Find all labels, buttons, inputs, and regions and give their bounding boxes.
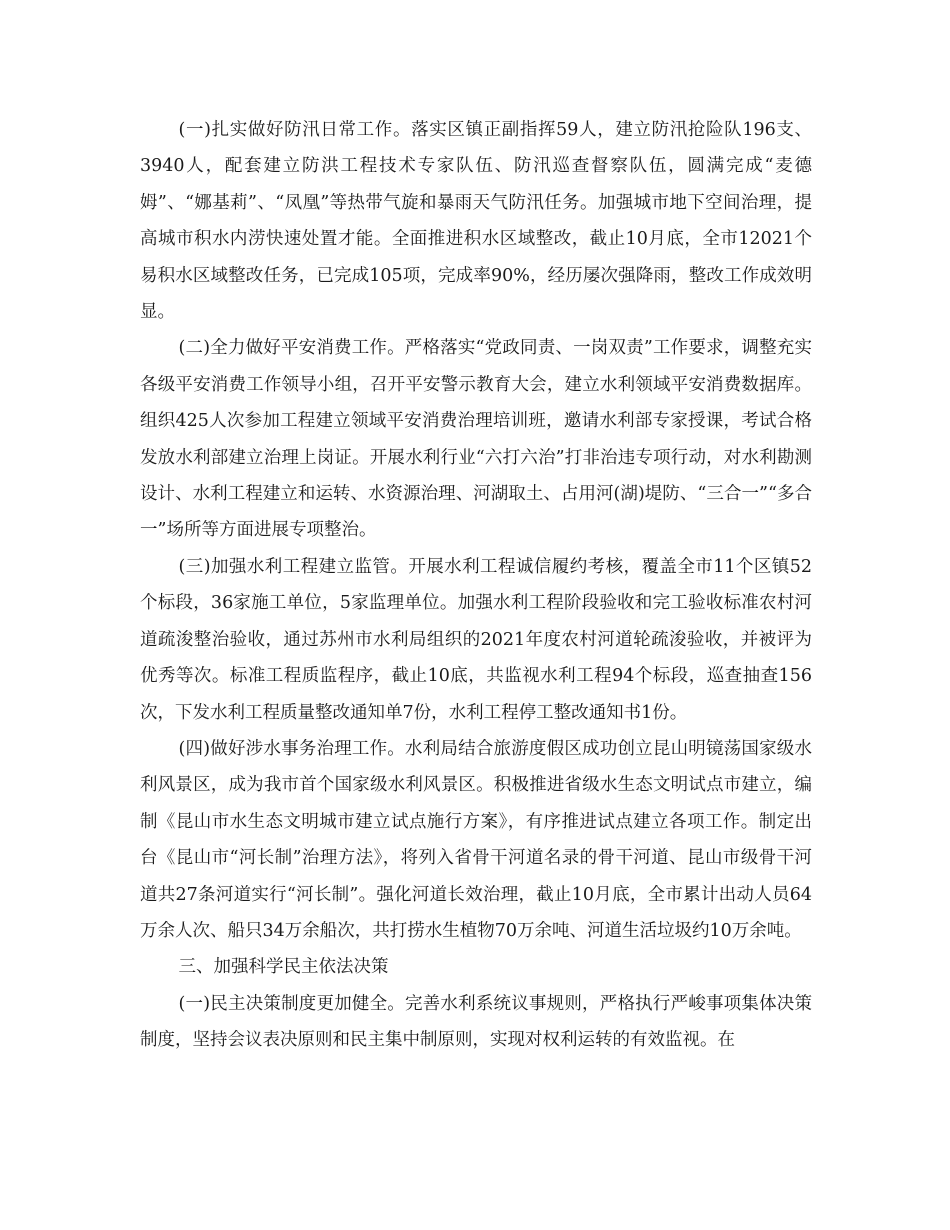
document-body — [140, 112, 812, 1059]
paragraph-project-supervision: (三)加强水利工程建立监管。开展水利工程诚信履约考核，覆盖全市11个区镇52个标段，36家施工单位，5家监理单位。加强水利工程阶段验收和完工验收标准农村河道疏浚整治验收，通过苏州市水利局组织的2021年度农村河道轮疏浚验收，并被评为优秀等次。标准工程质监程序，截止10底，共监视水利工程94个标段，巡查抽查156次，下发水利工程质量整改通知单7份，水利工程停工整改通知书1份。 — [140, 556, 812, 723]
paragraph-democratic-decision: (一)民主决策制度更加健全。完善水利系统议事规则，严格执行严峻事项集体决策制度，坚持会议表决原则和民主集中制原则，实现对权利运转的有效监视。在 — [140, 993, 812, 1051]
paragraph-water-affairs: (四)做好涉水事务治理工作。水利局结合旅游度假区成功创立昆山明镜荡国家级水利风景区，成为我市首个国家级水利风景区。积极推进省级水生态文明试点市建立，编制《昆山市水生态文明城市建立试点施行方案》，有序推进试点建立各项工作。制定出台《昆山市“河长制”治理方法》，将列入省骨干河道名录的骨干河道、昆山市级骨干河道共27条河道实行“河长制”。强化河道长效治理，截止10月底，全市累计出动人员64万余人次、船只34万余船次，共打捞水生植物70万余吨、河道生活垃圾约10万余吨。 — [140, 738, 812, 941]
paragraph-flood-control: (一)扎实做好防汛日常工作。落实区镇正副指挥59人，建立防汛抢险队196支、3940人，配套建立防洪工程技术专家队伍、防汛巡查督察队伍，圆满完成“麦德姆”、“娜基莉”、“凤凰”等热带气旋和暴雨天气防汛任务。加强城市地下空间治理，提高城市积水内涝快速处置才能。全面推进积水区域整改，截止10月底，全市12021个易积水区域整改任务，已完成105项，完成率90%，经历屡次强降雨，整改工作成效明显。 — [140, 120, 812, 323]
paragraph-safe-production: (二)全力做好平安消费工作。严格落实“党政同责、一岗双责”工作要求，调整充实各级平安消费工作领导小组，召开平安警示教育大会，建立水利领域平安消费数据库。组织425人次参加工程建立领域平安消费治理培训班，邀请水利部专家授课，考试合格发放水利部建立治理上岗证。开展水利行业“六打六治”打非治违专项行动，对水利勘测设计、水利工程建立和运转、水资源治理、河湖取土、占用河(湖)堤防、“三合一”“多合一”场所等方面进展专项整治。 — [140, 338, 812, 541]
section-heading: 三、加强科学民主依法决策 — [178, 957, 389, 978]
